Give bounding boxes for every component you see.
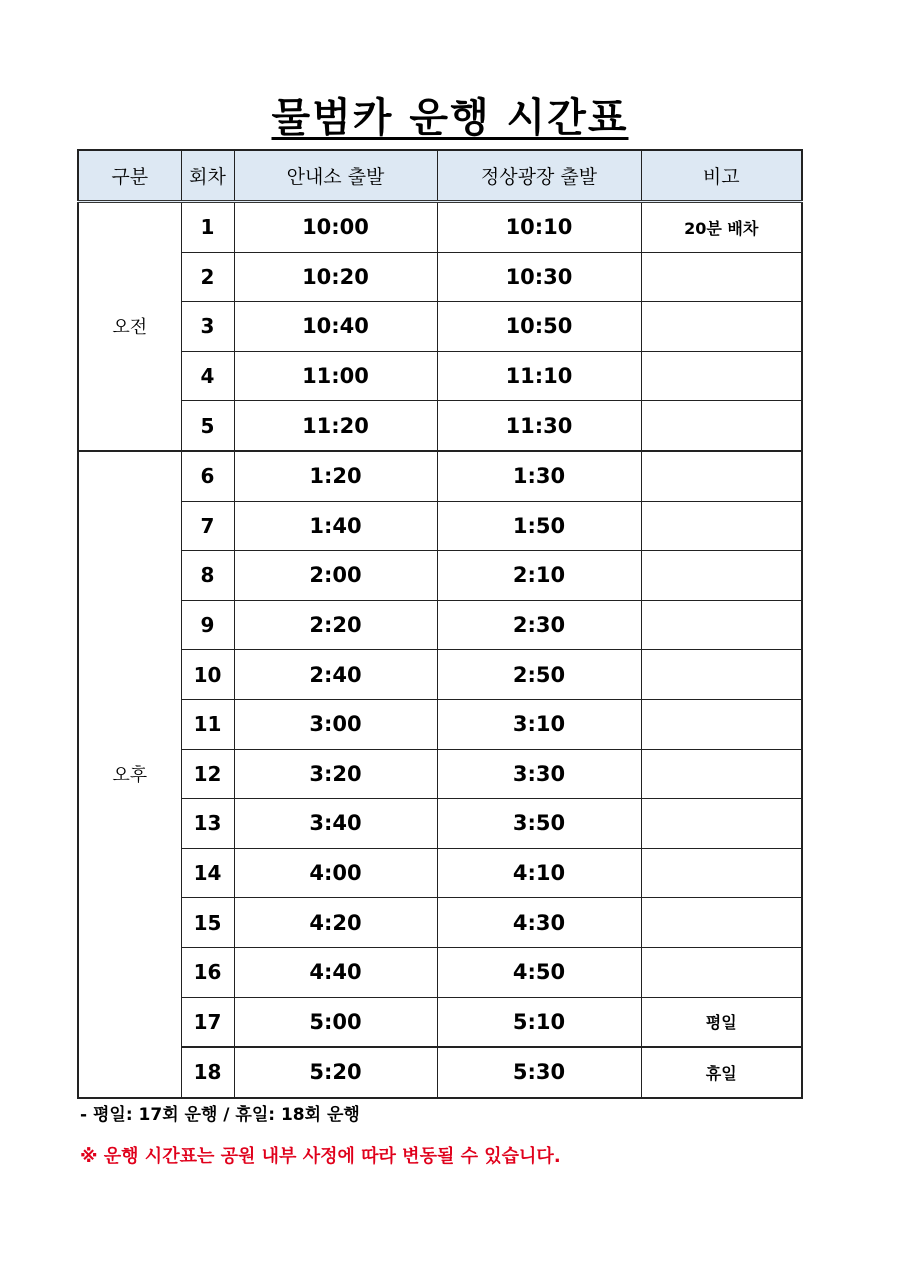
run-number: 6 — [181, 451, 234, 501]
depart-info-time: 4:40 — [234, 947, 437, 997]
note-cell: 휴일 — [641, 1047, 802, 1098]
run-number: 3 — [181, 302, 234, 352]
depart-plaza-time: 4:10 — [437, 848, 641, 898]
warning-notice: ※ 운행 시간표는 공원 내부 사정에 따라 변동될 수 있습니다. — [80, 1146, 561, 1167]
run-number: 18 — [181, 1047, 234, 1098]
depart-plaza-time: 10:30 — [437, 252, 641, 302]
header-row — [78, 150, 802, 202]
note-cell — [641, 252, 802, 302]
note-cell — [641, 898, 802, 948]
run-number: 12 — [181, 749, 234, 799]
table-row — [78, 997, 802, 1047]
depart-plaza-time: 3:10 — [437, 699, 641, 749]
depart-info-time: 10:40 — [234, 302, 437, 352]
run-number: 5 — [181, 401, 234, 451]
note-cell — [641, 848, 802, 898]
note-cell — [641, 351, 802, 401]
page-title-text: 물범카 운행 시간표 — [271, 95, 629, 141]
table-row — [78, 848, 802, 898]
table-row — [78, 947, 802, 997]
note-cell — [641, 749, 802, 799]
depart-plaza-time: 1:30 — [437, 451, 641, 501]
depart-info-time: 5:00 — [234, 997, 437, 1047]
depart-plaza-time: 2:10 — [437, 551, 641, 601]
table-row — [78, 799, 802, 849]
run-number: 2 — [181, 252, 234, 302]
depart-info-time: 4:00 — [234, 848, 437, 898]
note-cell — [641, 947, 802, 997]
note-cell — [641, 501, 802, 551]
depart-plaza-time: 5:30 — [437, 1047, 641, 1098]
run-number: 9 — [181, 600, 234, 650]
run-number: 1 — [181, 202, 234, 253]
note-cell — [641, 551, 802, 601]
depart-info-time: 10:20 — [234, 252, 437, 302]
run-number: 14 — [181, 848, 234, 898]
table-row — [78, 351, 802, 401]
table-row — [78, 551, 802, 601]
header-depart-info: 안내소 출발 — [234, 150, 437, 202]
table-row — [78, 302, 802, 352]
run-number: 10 — [181, 650, 234, 700]
depart-info-time: 10:00 — [234, 202, 437, 253]
schedule-body — [78, 202, 802, 1098]
run-number: 13 — [181, 799, 234, 849]
period-am: 오전 — [78, 202, 181, 451]
depart-plaza-time: 2:50 — [437, 650, 641, 700]
note-cell — [641, 302, 802, 352]
table-row — [78, 699, 802, 749]
note-cell — [641, 600, 802, 650]
note-cell — [641, 451, 802, 501]
note-cell — [641, 699, 802, 749]
depart-plaza-time: 10:10 — [437, 202, 641, 253]
footnote: - 평일: 17회 운행 / 휴일: 18회 운행 — [80, 1105, 360, 1125]
depart-plaza-time: 10:50 — [437, 302, 641, 352]
page-title — [0, 86, 900, 143]
depart-info-time: 2:20 — [234, 600, 437, 650]
table-row — [78, 451, 802, 501]
header-depart-plaza: 정상광장 출발 — [437, 150, 641, 202]
depart-info-time: 11:00 — [234, 351, 437, 401]
depart-plaza-time: 11:30 — [437, 401, 641, 451]
depart-plaza-time: 4:50 — [437, 947, 641, 997]
depart-plaza-time: 3:30 — [437, 749, 641, 799]
run-number: 16 — [181, 947, 234, 997]
depart-plaza-time: 1:50 — [437, 501, 641, 551]
header-run: 회차 — [181, 150, 234, 202]
depart-plaza-time: 4:30 — [437, 898, 641, 948]
depart-plaza-time: 5:10 — [437, 997, 641, 1047]
depart-info-time: 3:40 — [234, 799, 437, 849]
table-row — [78, 898, 802, 948]
run-number: 15 — [181, 898, 234, 948]
table-row — [78, 501, 802, 551]
table-row — [78, 1047, 802, 1098]
depart-info-time: 2:40 — [234, 650, 437, 700]
header-period: 구분 — [78, 150, 181, 202]
depart-info-time: 11:20 — [234, 401, 437, 451]
depart-info-time: 1:20 — [234, 451, 437, 501]
depart-info-time: 1:40 — [234, 501, 437, 551]
table-row — [78, 252, 802, 302]
depart-plaza-time: 11:10 — [437, 351, 641, 401]
note-cell — [641, 799, 802, 849]
run-number: 7 — [181, 501, 234, 551]
depart-info-time: 3:00 — [234, 699, 437, 749]
depart-plaza-time: 2:30 — [437, 600, 641, 650]
run-number: 17 — [181, 997, 234, 1047]
note-cell — [641, 650, 802, 700]
table-row — [78, 401, 802, 451]
depart-info-time: 5:20 — [234, 1047, 437, 1098]
note-cell: 20분 배차 — [641, 202, 802, 253]
run-number: 8 — [181, 551, 234, 601]
table-row — [78, 650, 802, 700]
table-row — [78, 202, 802, 253]
depart-info-time: 4:20 — [234, 898, 437, 948]
note-cell — [641, 401, 802, 451]
depart-plaza-time: 3:50 — [437, 799, 641, 849]
depart-info-time: 2:00 — [234, 551, 437, 601]
run-number: 4 — [181, 351, 234, 401]
depart-info-time: 3:20 — [234, 749, 437, 799]
note-cell: 평일 — [641, 997, 802, 1047]
run-number: 11 — [181, 699, 234, 749]
period-pm: 오후 — [78, 451, 181, 1098]
header-note: 비고 — [641, 150, 802, 202]
table-row — [78, 749, 802, 799]
schedule-table — [77, 149, 803, 1099]
table-row — [78, 600, 802, 650]
